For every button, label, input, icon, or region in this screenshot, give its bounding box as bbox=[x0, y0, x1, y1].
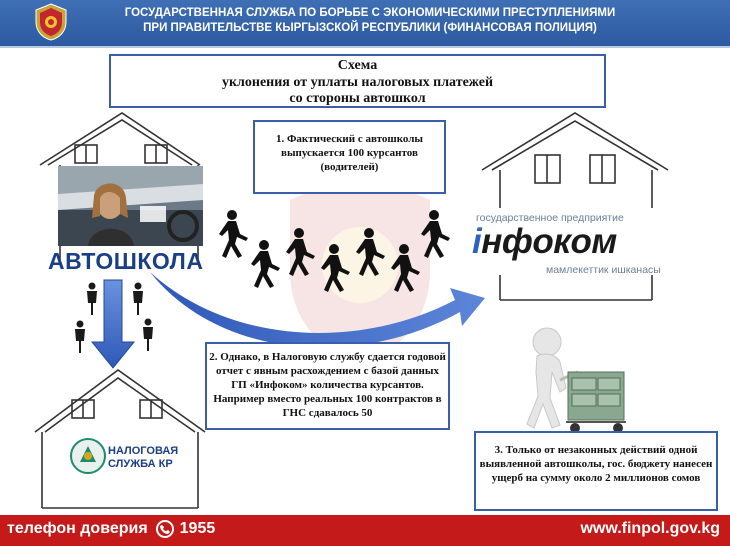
title-line-1: Схема bbox=[337, 58, 378, 73]
avtoshkola-label: АВТОШКОЛА bbox=[48, 248, 204, 274]
tax-label-line-2: СЛУЖБА КР bbox=[108, 458, 173, 470]
info-box-2: 2. Однако, в Налоговую службу сдается годовой отчет с явным расхождением с базой данных ГП «Инфоком» количества курсантов. Например вместо реальных 100 контрактов в ГНС сдавалось 50 bbox=[205, 342, 450, 430]
infokom-logo-rest: нфоком bbox=[481, 222, 617, 261]
driver-photo bbox=[58, 166, 203, 246]
hotline-label: телефон доверия bbox=[7, 520, 148, 537]
scheme-title-box bbox=[109, 54, 606, 108]
infokom-subtitle-bottom: мамлекеттик ишканасы bbox=[546, 264, 661, 276]
infokom-logo-i: і bbox=[472, 222, 482, 261]
hotline bbox=[7, 520, 215, 538]
money-cart-figure-icon bbox=[527, 328, 626, 433]
infokom-subtitle-top: государственное предприятие bbox=[476, 212, 624, 224]
title-line-3: со стороны автошкол bbox=[289, 91, 426, 106]
tax-service-house bbox=[35, 370, 205, 508]
website-link[interactable]: www.finpol.gov.kg bbox=[580, 520, 720, 537]
header-line-2: ПРИ ПРАВИТЕЛЬСТВЕ КЫРГЫЗСКОЙ РЕСПУБЛИКИ (ФИНАНСОВАЯ ПОЛИЦИЯ) bbox=[143, 22, 597, 34]
phone-icon bbox=[156, 520, 174, 538]
tax-label-line-1: НАЛОГОВАЯ bbox=[108, 445, 179, 457]
infokom-logo bbox=[472, 222, 617, 262]
footer-bar bbox=[0, 515, 730, 546]
info-box-3: 3. Только от незаконных действий одной выявленной автошколы, гос. бюджету нанесен ущерб на сумму около 2 миллионов сомов bbox=[474, 431, 718, 511]
header-line-1: ГОСУДАРСТВЕННАЯ СЛУЖБА ПО БОРЬБЕ С ЭКОНОМИЧЕСКИМИ ПРЕСТУПЛЕНИЯМИ bbox=[124, 7, 616, 19]
tax-service-label bbox=[108, 445, 178, 471]
info-box-1: 1. Фактический с автошколы выпускается 100 курсантов (водителей) bbox=[253, 120, 446, 194]
title-line-2: уклонения от уплаты налоговых платежей bbox=[221, 74, 494, 90]
tax-service-logo-icon bbox=[71, 439, 105, 473]
down-arrow bbox=[92, 280, 134, 368]
hotline-number[interactable]: 1955 bbox=[179, 520, 216, 537]
